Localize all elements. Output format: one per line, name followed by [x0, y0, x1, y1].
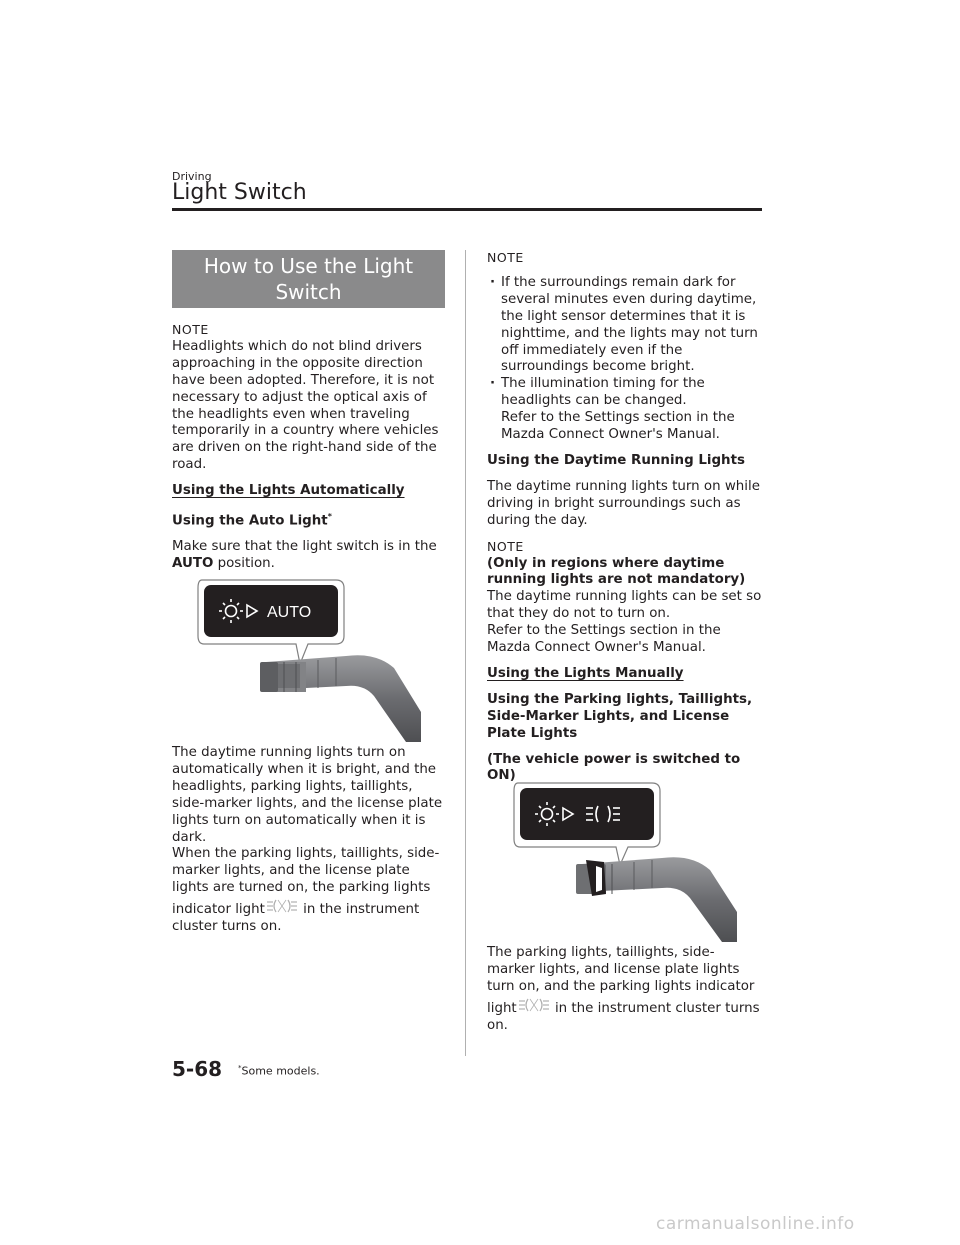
note-heading: NOTE: [172, 322, 209, 337]
auto-switch-figure: [196, 576, 421, 742]
parking-indicator-text: When the parking lights, taillights, side-marker lights, and the license plate lights are turned on, the parking lights indicator light in the instrument cluster turns on.: [172, 846, 440, 935]
parking-lights-indicator-icon: [265, 897, 299, 915]
note2-text2: Refer to the Settings section in the Mazda Connect Owner's Manual.: [487, 623, 721, 656]
column-divider: [465, 250, 466, 1056]
page-title: Light Switch: [172, 180, 307, 205]
note-bullet: · If the surroundings remain dark for several minutes even during daytime, the light sensor determines that it is nighttime, and the lights may not turn off immediately even if the surroundings become bright.: [487, 275, 762, 376]
drl-heading: Using the Daytime Running Lights: [487, 452, 745, 468]
note-bullet: · The illumination timing for the headlights can be changed. Refer to the Settings section in the Mazda Connect Owner's Manual.: [487, 376, 762, 444]
watermark: carmanualsonline.info: [656, 1214, 855, 1234]
auto-display-label: AUTO: [267, 604, 312, 621]
page-number: 5-68: [172, 1057, 223, 1081]
parking-lights-indicator-icon: [517, 996, 551, 1014]
drl-text: The daytime running lights turn on while driving in bright surroundings such as during the day.: [487, 478, 760, 528]
left-column-text-1: [172, 322, 447, 573]
section-banner: How to Use the Light Switch: [172, 250, 445, 308]
note-heading-right: NOTE: [487, 250, 524, 265]
auto-light-heading: Using the Auto Light*: [172, 512, 332, 529]
note2-text1: The daytime running lights can be set so that they do not to turn on.: [487, 589, 762, 622]
parking-result-text: The parking lights, taillights, side-marker lights, and license plate lights turn on, and the parking lights indicator light in the instrument cluster turns on.: [487, 945, 760, 1033]
parking-switch-figure: [512, 780, 737, 942]
footnote: *Some models.: [238, 1064, 320, 1078]
left-column-text-2: [172, 745, 447, 936]
note-bullets: [487, 275, 762, 444]
auto-explanation: The daytime running lights turn on automatically when it is bright, and the headlights, parking lights, taillights, side-marker lights, and the license plate lights turn on automatically when it is dark.: [172, 745, 443, 845]
make-sure-text: Make sure that the light switch is in the AUTO position.: [172, 539, 437, 572]
power-on-note: (The vehicle power is switched to ON): [487, 751, 741, 784]
header-rule: [172, 208, 762, 211]
right-column-text: [487, 250, 762, 785]
right-column-text-2: [487, 945, 762, 1035]
note2-heading: NOTE: [487, 538, 524, 554]
sub-heading-manual: Using the Lights Manually: [487, 665, 684, 681]
sub-heading-auto: Using the Lights Automatically: [172, 483, 405, 499]
parking-heading: Using the Parking lights, Taillights, Side-Marker Lights, and License Plate Lights: [487, 691, 753, 741]
note-text: Headlights which do not blind drivers approaching in the opposite direction have been adopted. Therefore, it is not necessary to adjust the optical axis of the headlights even when traveling temporarily in a country where vehicles are driven on the right-hand side of the road.: [172, 338, 439, 473]
section-label: Driving: [172, 170, 212, 183]
note2-bold: (Only in regions where daytime running lights are not mandatory): [487, 555, 746, 588]
